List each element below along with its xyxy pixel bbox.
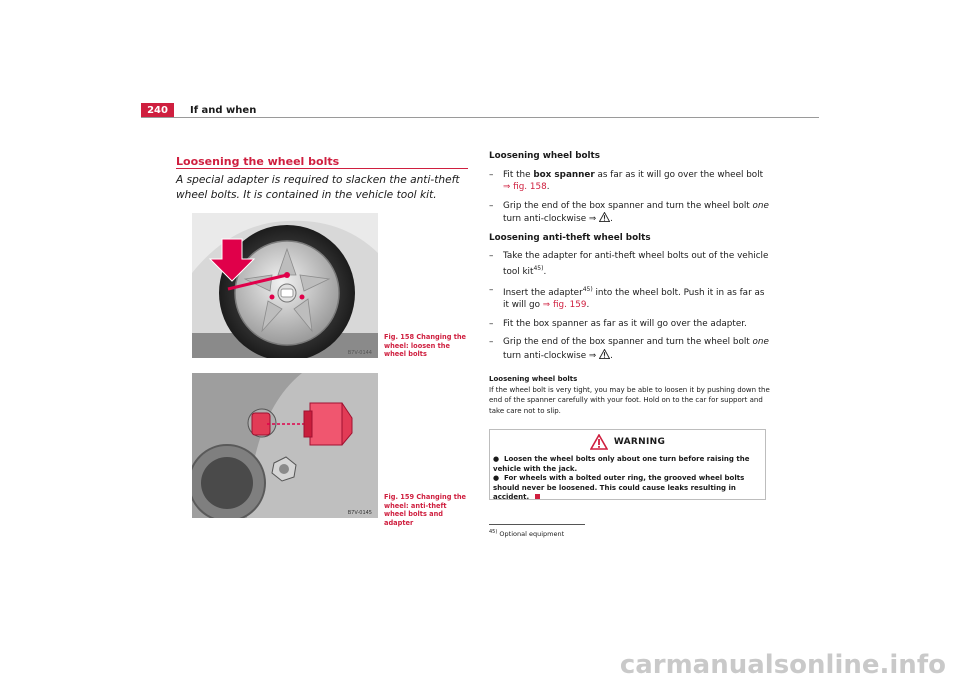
step-2: – Grip the end of the box spanner and turn the wheel bolt one turn anti-clockwise ⇒ . xyxy=(489,200,769,224)
warning-item: ● Loosen the wheel bolts only about one turn before raising the vehicle with the jack. xyxy=(493,455,750,473)
chapter-title: If and when xyxy=(190,105,257,116)
figure-158-image xyxy=(192,213,378,358)
procedure-heading-1: Loosening wheel bolts xyxy=(489,151,600,161)
note xyxy=(489,374,773,416)
warning-body xyxy=(493,455,763,503)
warning-box xyxy=(489,429,766,500)
end-marker-icon xyxy=(535,494,540,499)
fig-159-link[interactable]: ⇒ fig. 159 xyxy=(542,300,587,311)
watermark: carmanualsonline.info xyxy=(619,650,946,680)
procedure xyxy=(489,150,769,362)
step-3: – Take the adapter for anti-theft wheel bolts out of the vehicle tool kit$^{45)}$. xyxy=(489,251,769,277)
warning-triangle-icon xyxy=(599,349,610,359)
step-5: – Fit the box spanner as far as it will go over the adapter. xyxy=(489,318,747,329)
warning-header xyxy=(490,430,765,454)
fig-158-link[interactable]: ⇒ fig. 158 xyxy=(503,182,547,192)
warning-title: WARNING xyxy=(613,437,666,447)
header-rule xyxy=(141,117,819,118)
section-title: Loosening the wheel bolts xyxy=(176,155,340,168)
figure-158-code: B7V-0144 xyxy=(347,350,372,356)
warning-triangle-icon xyxy=(599,212,610,222)
figure-159-code: B7V-0145 xyxy=(347,510,372,516)
step-6: – Grip the end of the box spanner and turn the wheel bolt one turn anti-clockwise ⇒ . xyxy=(489,337,769,361)
figure-158-caption: Fig. 158 Changing the wheel: loosen the wheel bolts xyxy=(384,333,467,359)
footnote: $^{45)}$ Optional equipment xyxy=(489,529,565,539)
footnote-rule xyxy=(489,524,585,525)
warning-icon xyxy=(590,434,608,450)
warning-item: ● For wheels with a bolted outer ring, the grooved wheel bolts should never be loosened. This could cause leaks resulting in accident. xyxy=(493,474,745,502)
section-intro: A special adapter is required to slacken the anti-theft wheel bolts. It is contained in the vehicle tool kit. xyxy=(176,174,460,201)
step-4: – Insert the adapter$^{45)}$ into the wheel bolt. Push it in as far as it will go ⇒ fig. 159. xyxy=(489,284,765,311)
step-1: – Fit the box spanner as far as it will go over the wheel bolt ⇒ fig. 158. xyxy=(489,169,764,192)
figure-159-caption: Fig. 159 Changing the wheel: anti-theft wheel bolts and adapter xyxy=(384,493,467,527)
figure-159-image xyxy=(192,373,378,518)
page-number: 240 xyxy=(141,103,174,117)
note-text: If the wheel bolt is very tight, you may be able to loosen it by pushing down the end of the spanner carefully with your foot. Hold on to the car for support and take care not to slip. xyxy=(489,385,770,415)
section-rule xyxy=(176,168,468,169)
procedure-heading-2: Loosening anti-theft wheel bolts xyxy=(489,232,651,243)
note-heading: Loosening wheel bolts xyxy=(489,375,578,383)
